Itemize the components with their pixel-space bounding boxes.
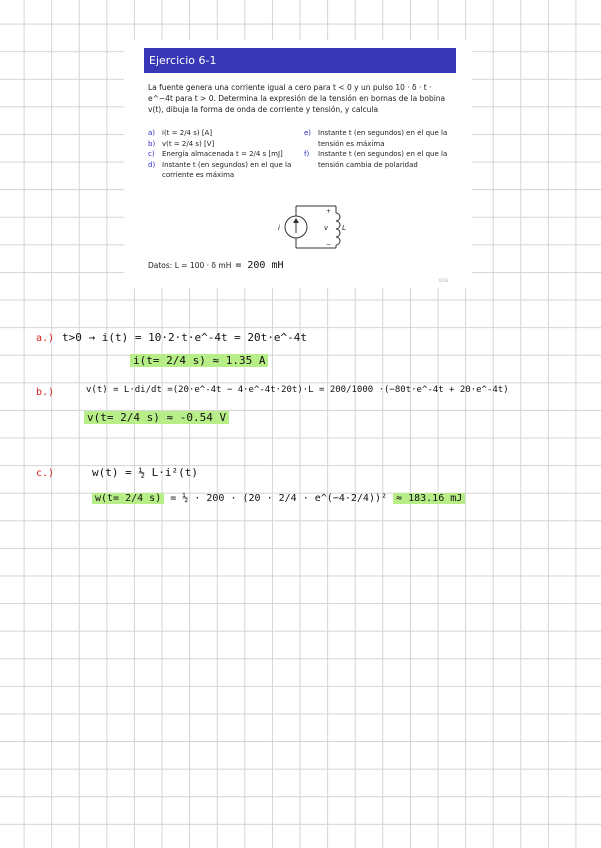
part-c-label: c.) [36, 468, 55, 479]
given-data [148, 260, 284, 271]
problem-statement: La fuente genera una corriente igual a cero para t < 0 y un pulso 10 · δ · t · e^−4t para t > 0. Determina la expresión de la tensión en bornas de la bobina v(t), dibuja la forma de onda de corriente y tensión, y calcula [148, 83, 446, 114]
question-letter: f) [304, 150, 310, 158]
plus-sign: + [326, 208, 332, 215]
minus-sign: − [326, 241, 332, 248]
part-b-label: b.) [36, 387, 55, 398]
question-text: Energía almacenada t = 2/4 s [mJ] [162, 150, 283, 158]
question-d [148, 160, 308, 181]
exercise-slide [124, 40, 472, 288]
question-a [148, 128, 308, 139]
question-letter: e) [304, 129, 312, 137]
part-c-substitution: = ½ · 200 · (20 · 2/4 · e^(−4·2/4))² [170, 493, 388, 504]
part-c-value-highlight: ≈ 183.16 mJ [393, 493, 465, 504]
inductor-label: L [342, 224, 346, 232]
inductor-icon [336, 213, 340, 245]
given-data-text: Datos: L = 100 · δ mH [148, 261, 232, 270]
question-text: Instante t (en segundos) en el que la corriente es máxima [162, 160, 292, 179]
question-e [304, 128, 454, 149]
question-letter: b) [148, 139, 156, 148]
question-letter: d) [148, 160, 156, 169]
part-a-result-highlight: i(t= 2/4 s) ≈ 1.35 A [130, 354, 268, 367]
question-text: i(t = 2/4 s) [A] [162, 129, 213, 137]
question-list-right [304, 128, 454, 170]
question-letter: a) [148, 129, 156, 137]
slide-title: Ejercicio 6-1 [144, 48, 456, 73]
part-a-label: a.) [36, 333, 55, 344]
source-label: i [278, 224, 280, 232]
part-c-result [92, 493, 465, 504]
part-a-current-expression: t>0 → i(t) = 10·2·t·e^-4t = 20t·e^-4t [62, 331, 308, 344]
part-b-voltage-expression: v(t) = L·di/dt =(20·e^-4t − 4·e^-4t·20t)·L = 200/1000 ·(−80t·e^-4t + 20·e^-4t) [86, 385, 509, 395]
circuit-diagram [256, 200, 346, 256]
slide-number: 6/16 [439, 278, 448, 283]
given-data-handwritten: = 200 mH [235, 260, 284, 271]
question-c [148, 149, 308, 160]
question-text: v(t = 2/4 s) [V] [162, 139, 215, 148]
part-b-result-highlight: v(t= 2/4 s) ≈ -0.54 V [84, 411, 229, 424]
question-text: Instante t (en segundos) en el que la tensión es máxima [318, 129, 448, 148]
question-list-left [148, 128, 308, 181]
part-c-lhs-highlight: w(t= 2/4 s) [92, 493, 164, 504]
part-b-result [84, 411, 229, 424]
part-c-energy-expression: w(t) = ½ L·i²(t) [92, 466, 198, 479]
question-text: Instante t (en segundos) en el que la tensión cambia de polaridad [318, 150, 448, 169]
voltage-label: v [324, 224, 329, 232]
part-a-result [130, 354, 268, 367]
question-b [148, 139, 308, 150]
question-letter: c) [148, 150, 155, 158]
question-f [304, 149, 454, 170]
